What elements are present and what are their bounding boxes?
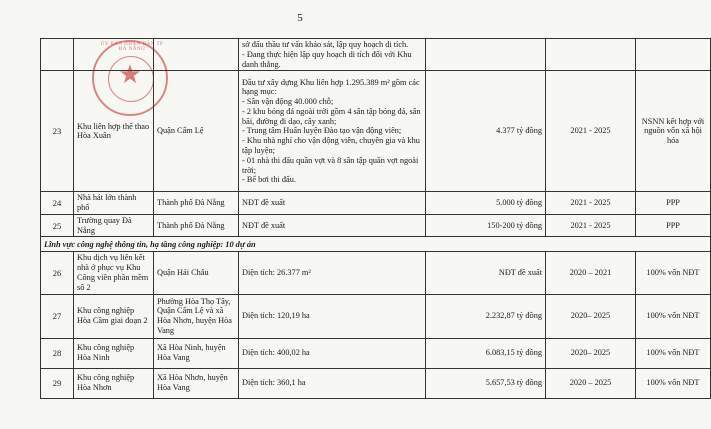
page-number: 5 — [297, 12, 303, 24]
table-row: 25 Trường quay Đà Nẵng Thành phố Đà Nẵng NĐT đề xuất 150-200 tỷ đồng 2021 - 2025 PPP — [41, 214, 711, 237]
table-row: 29 Khu công nghiệp Hòa Nhơn Xã Hòa Nhơn, huyện Hòa Vang Diện tích: 360,1 ha 5.657,53 tỷ đồng 2020 – 2025 100% vốn NĐT — [41, 368, 711, 398]
project-table — [40, 38, 711, 399]
table-row: 24 Nhà hát lớn thành phố Thành phố Đà Nẵng NĐT đề xuất 5.000 tỷ đồng 2021 - 2025 PPP — [41, 192, 711, 215]
table-row: 23 Khu liên hợp thể thao Hòa Xuân Quận Cẩm Lệ Đầu tư xây dựng Khu liên hợp 1.295.389 m² gồm các hạng mục: - Sân vận động 40.000 chỗ; - 2 khu bóng đá ngoài trời gồm 4 sân tập bóng đá, sân bãi, đường đi dạo, cây xanh; - Trung tâm Huấn luyện Đào tạo vận động viên; - Khu nhà nghỉ cho vận động viên, chuyên gia và khu tập luyện; - 01 nhà thi đấu quần vợt và 8 sân tập quần vợt ngoài trời; - Bể bơi thi đấu. 4.377 tỷ đồng 2021 - 2025 NSNN kết hợp với nguồn vốn xã hội hóa — [41, 71, 711, 192]
seal-ring-text: ỦY BAN NHÂN DÂN TP ĐÀ NẴNG — [100, 42, 164, 52]
table-row: 27 Khu công nghiệp Hòa Cầm giai đoạn 2 Phường Hòa Thọ Tây, Quận Cẩm Lệ và xã Hòa Nhơn, huyện Hòa Vang Diện tích: 120,19 ha 2.232,87 tỷ đồng 2020– 2025 100% vốn NĐT — [41, 294, 711, 338]
star-icon: ★ — [118, 60, 142, 89]
continued-description: sở đấu thầu tư vấn khảo sát, lập quy hoạch di tích. - Đang thực hiện lập quy hoạch di tích đối với Khu danh thắng. — [239, 39, 426, 71]
section-header-row — [41, 237, 711, 252]
table-row: 26 Khu dịch vụ liên kết nhà ở phục vụ Khu Công viên phần mềm số 2 Quận Hải Châu Diện tích: 26.377 m² NĐT đề xuất 2020 – 2021 100% vốn NĐT — [41, 252, 711, 294]
table-row: 28 Khu công nghiệp Hòa Ninh Xã Hòa Ninh, huyện Hòa Vang Diện tích: 400,02 ha 6.083,15 tỷ đồng 2020– 2025 100% vốn NĐT — [41, 338, 711, 368]
section-title: Lĩnh vực công nghệ thông tin, hạ tầng công nghiệp: 10 dự án — [41, 237, 711, 252]
table-row — [41, 39, 711, 71]
